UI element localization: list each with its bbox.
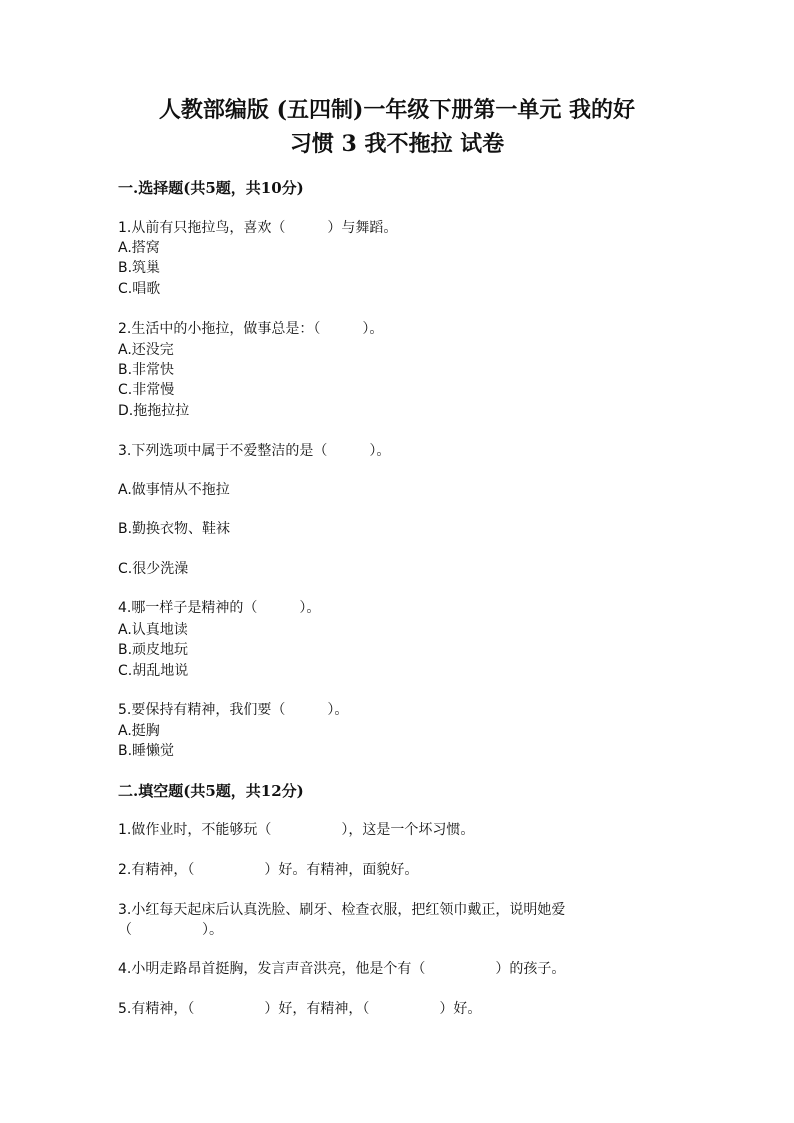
option-1-1-a: A.搭窝 [118,240,160,256]
question-2-5: 5.有精神，（ ）好，有精神，（ ）好。 [118,1001,482,1017]
option-1-2-c: C.非常慢 [118,382,175,398]
option-1-3-c: C.很少洗澡 [118,561,189,577]
question-1-1: 1.从前有只拖拉鸟，喜欢（ ）与舞蹈。 [118,220,398,236]
option-1-5-a: A.挺胸 [118,723,160,739]
question-1-5: 5.要保持有精神，我们要（ ）。 [118,702,349,718]
question-2-3-continued: （ ）。 [118,922,223,938]
question-2-3: 3.小红每天起床后认真洗脸、刷牙、检查衣服，把红领巾戴正，说明她爱 [118,902,566,918]
section-heading-fill: 二.填空题(共5题，共12分) [118,782,304,800]
option-1-1-b: B.筑巢 [118,260,161,276]
option-1-3-a: A.做事情从不拖拉 [118,482,230,498]
question-1-3: 3.下列选项中属于不爱整洁的是（ ）。 [118,443,391,459]
question-2-1: 1.做作业时，不能够玩（ ），这是一个坏习惯。 [118,822,475,838]
question-2-4: 4.小明走路昂首挺胸，发言声音洪亮，他是个有（ ）的孩子。 [118,961,566,977]
exam-title-line-2: 习惯 3 我不拖拉 试卷 [289,131,505,157]
option-1-3-b: B.勤换衣物、鞋袜 [118,521,231,537]
exam-title-line-1: 人教部编版 (五四制)一年级下册第一单元 我的好 [158,97,636,123]
option-1-1-c: C.唱歌 [118,281,161,297]
option-1-4-a: A.认真地读 [118,622,188,638]
section-heading-choice: 一.选择题(共5题，共10分) [118,179,304,197]
question-1-4: 4.哪一样子是精神的（ ）。 [118,600,321,616]
question-2-2: 2.有精神，（ ）好。有精神，面貌好。 [118,862,419,878]
option-1-4-b: B.顽皮地玩 [118,642,189,658]
option-1-2-d: D.拖拖拉拉 [118,403,190,419]
option-1-4-c: C.胡乱地说 [118,663,189,679]
question-1-2: 2.生活中的小拖拉，做事总是：（ ）。 [118,321,384,337]
option-1-5-b: B.睡懒觉 [118,743,175,759]
option-1-2-a: A.还没完 [118,342,174,358]
option-1-2-b: B.非常快 [118,362,175,378]
